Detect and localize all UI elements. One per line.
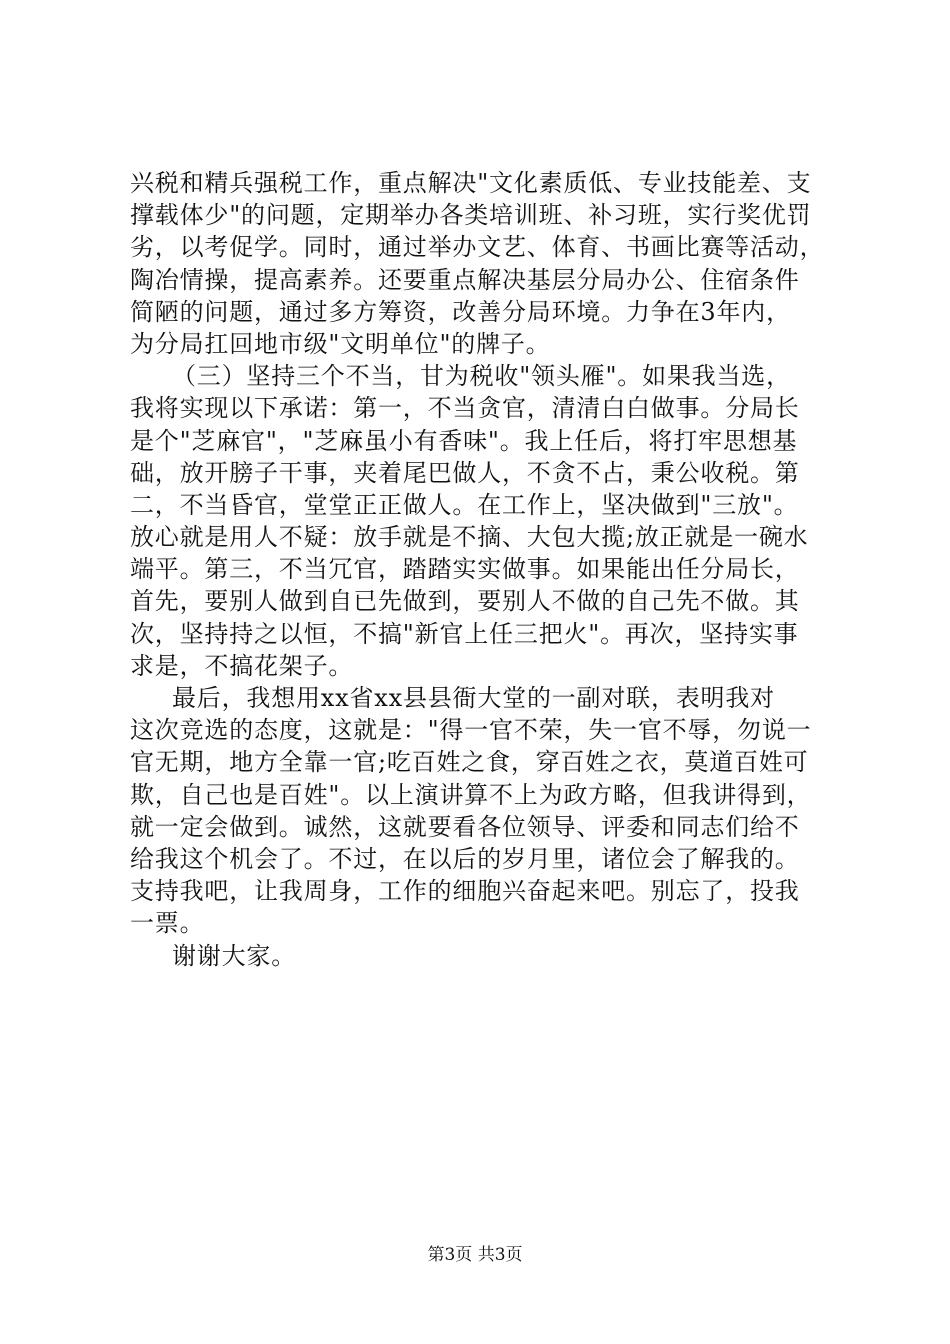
text-line: 一票。 [130,909,205,938]
text-line: 是个"芝麻官"，"芝麻虽小有香味"。我上任后，将打牢思想基 [130,426,798,455]
text-line: 就一定会做到。诚然，这就要看各位领导、评委和同志们给不 [130,812,800,841]
text-line: 求是，不搞花架子。 [130,651,354,680]
text-line: 端平。第三，不当冗官，踏踏实实做事。如果能出任分局长， [130,555,800,584]
text-line: 础，放开膀子干事，夹着尾巴做人，不贪不占，秉公收税。第 [130,458,800,487]
text-line: 最后，我想用xx省xx县县衙大堂的一副对联，表明我对 [172,684,775,712]
paragraph [130,360,840,682]
text-line: 兴税和精兵强税工作，重点解决"文化素质低、专业技能差、支 [130,169,812,197]
text-line: 为分局扛回地市级"文明单位"的牌子。 [130,329,551,358]
text-line: 我将实现以下承诺：第一，不当贪官，清清白白做事。分局长 [130,394,800,423]
paragraph [130,682,840,940]
text-line: 这次竞选的态度，这就是："得一官不荣，失一官不辱，勿说一 [130,716,812,745]
text-line: （三）坚持三个不当，甘为税收"领头雁"。如果我当选， [172,362,791,391]
text-line: 支持我吧，让我周身，工作的细胞兴奋起来吧。别忘了，投我 [130,877,800,906]
text-line: 放心就是用人不疑：放手就是不摘、大包大揽;放正就是一碗水 [130,523,809,552]
text-line: 撑载体少"的问题，定期举办各类培训班、补习班，实行奖优罚 [130,201,812,230]
text-line: 二，不当昏官，堂堂正正做人。在工作上，坚决做到"三放"。 [130,490,799,519]
text-line: 欺，自己也是百姓"。以上演讲算不上为政方略，但我讲得到， [130,780,812,809]
text-line: 陶冶情操，提高素养。还要重点解决基层分局办公、住宿条件 [130,265,800,294]
text-line: 次，坚持持之以恒，不搞"新官上任三把火"。再次，坚持实事 [130,619,799,648]
document-body [130,167,840,972]
text-line: 给我这个机会了。不过，在以后的岁月里，诸位会了解我的。 [130,844,800,873]
text-line: 官无期，地方全靠一官;吃百姓之食，穿百姓之衣，莫道百姓可 [130,748,809,777]
text-line: 简陋的问题，通过多方筹资，改善分局环境。力争在3年内， [130,297,791,326]
paragraph [130,940,840,972]
text-line: 劣，以考促学。同时，通过举办文艺、体育、书画比赛等活动， [130,233,825,262]
text-line: 首先，要别人做到自已先做到，要别人不做的自己先不做。其 [130,587,800,616]
paragraph [130,167,840,360]
page-footer: 第3页 共3页 [427,1245,523,1265]
text-line: 谢谢大家。 [172,941,296,970]
